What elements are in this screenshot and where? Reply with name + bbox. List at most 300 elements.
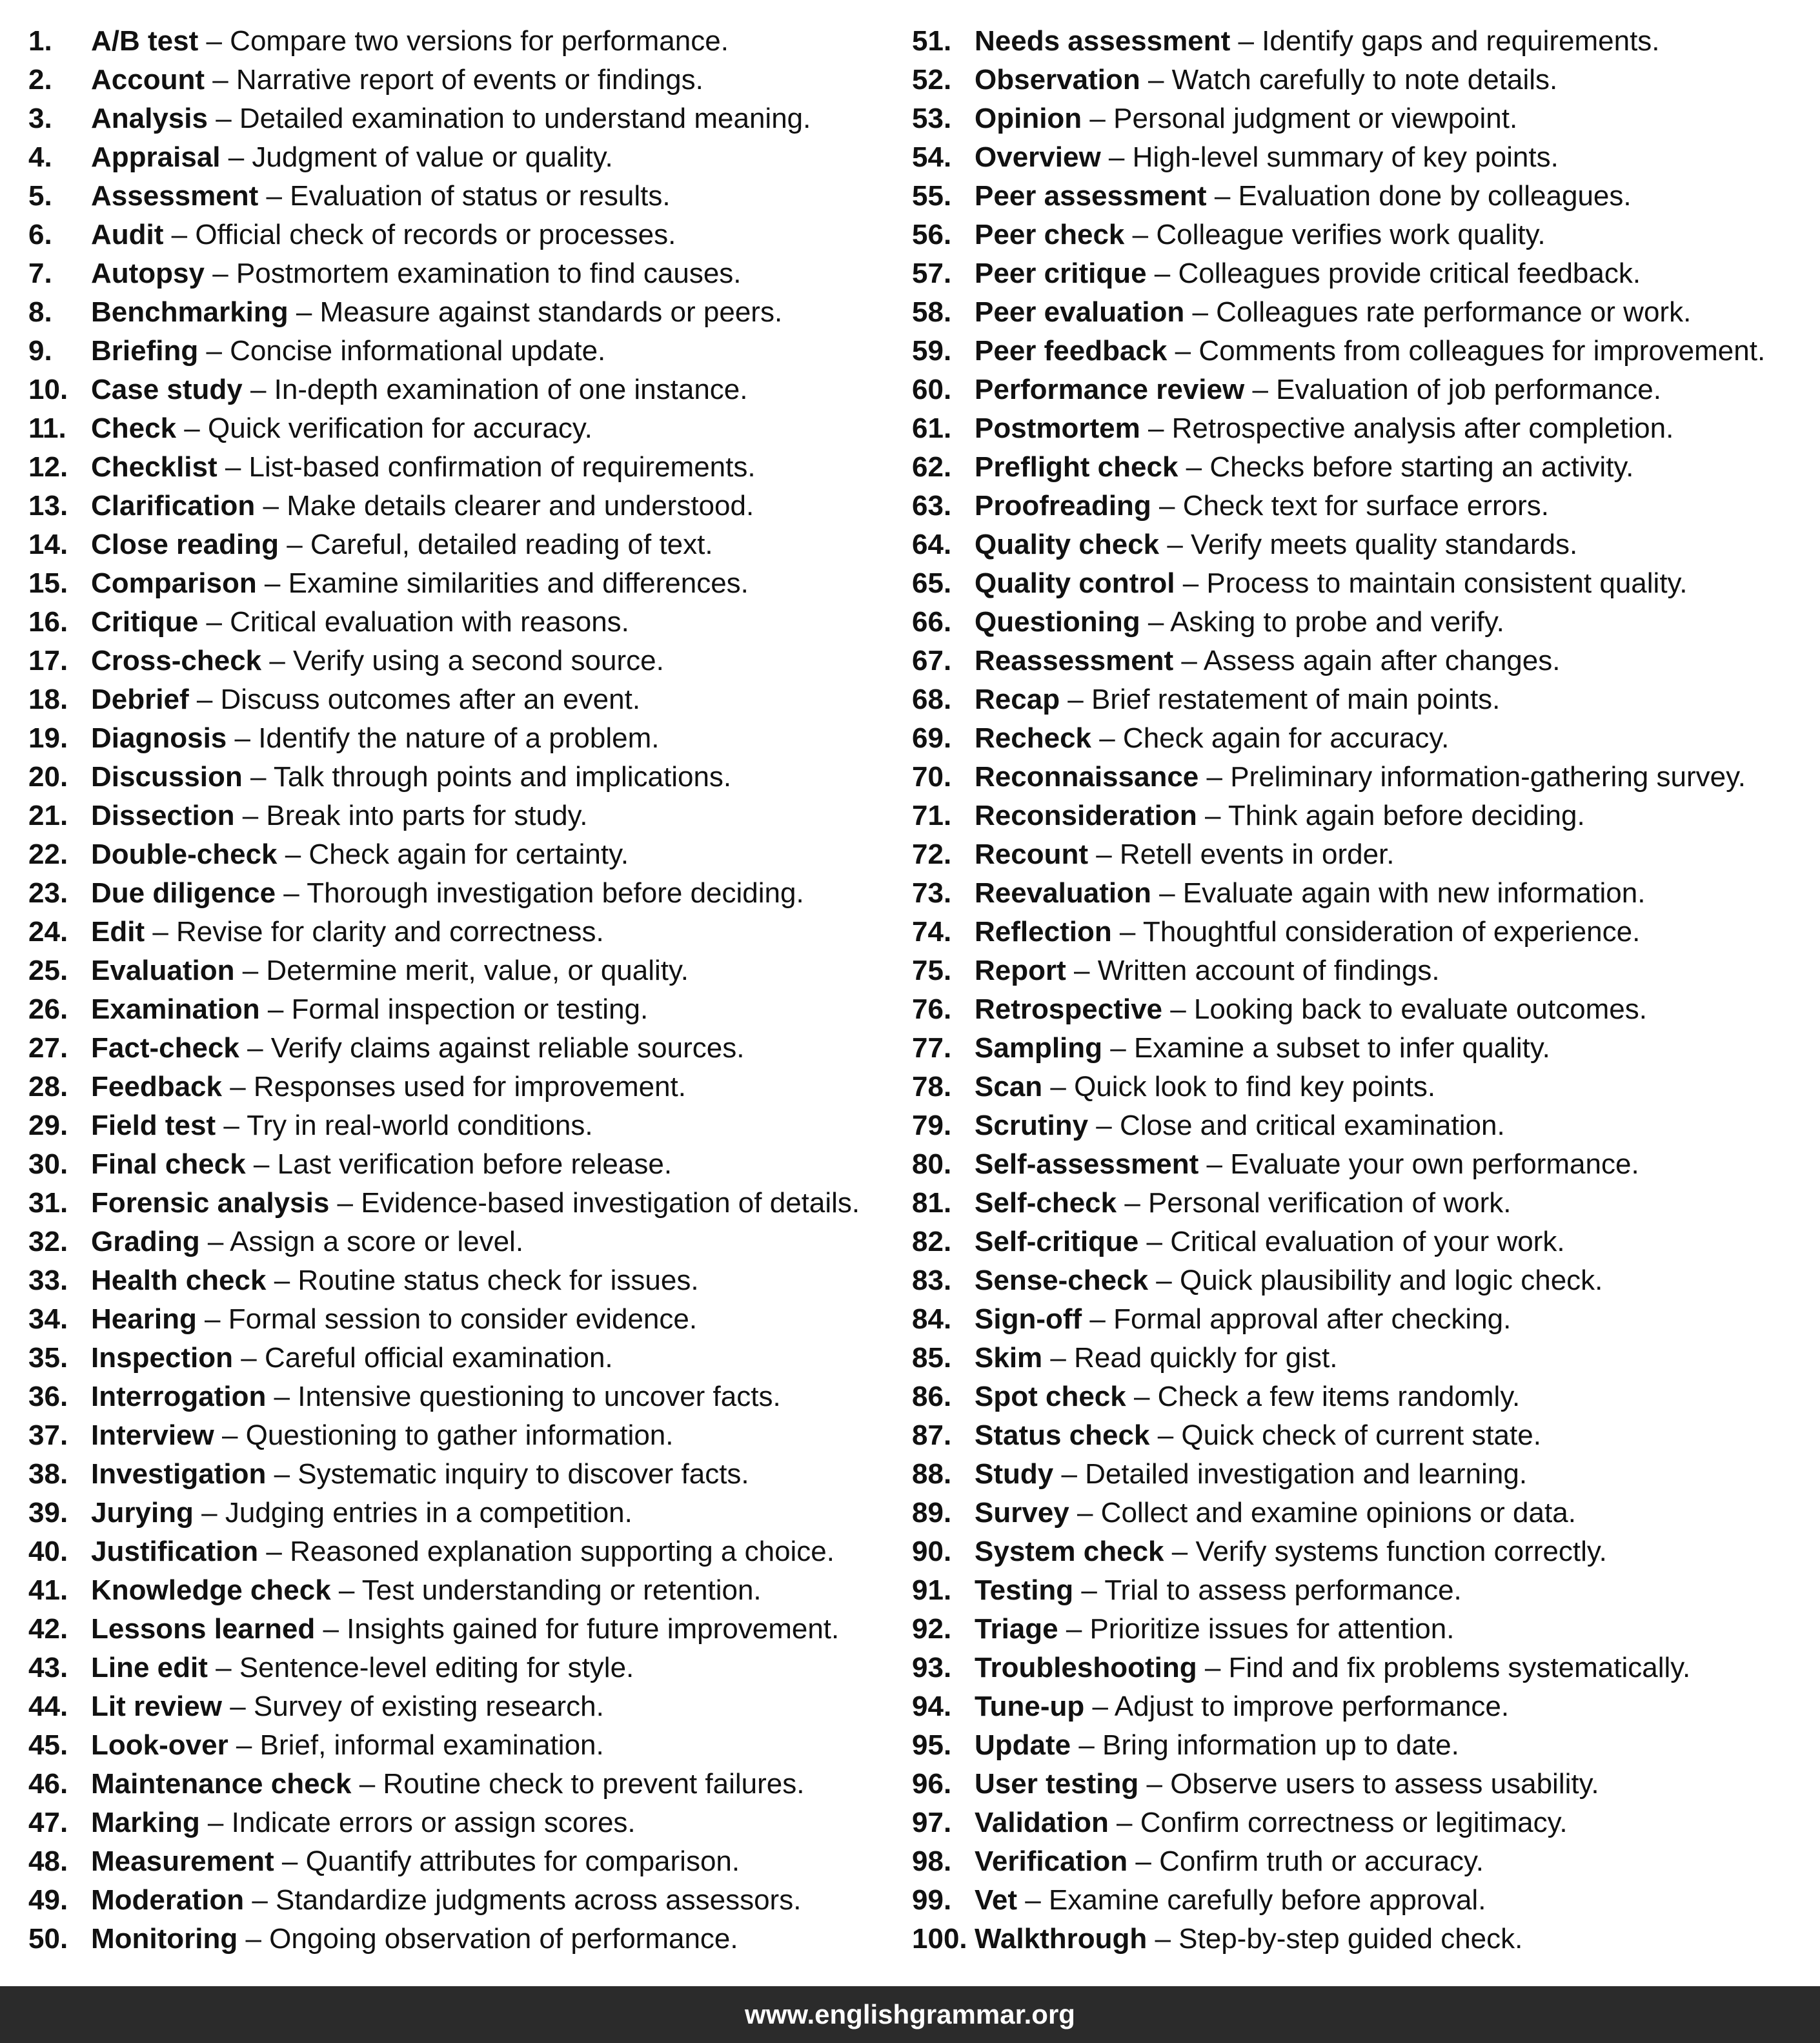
item-definition: – Judgment of value or quality. bbox=[220, 141, 613, 173]
item-definition: – Confirm correctness or legitimacy. bbox=[1108, 1807, 1568, 1838]
item-number: 61. bbox=[912, 412, 952, 444]
item-definition: – High-level summary of key points. bbox=[1100, 141, 1559, 173]
item-term: Field test bbox=[91, 1110, 216, 1141]
item-term: Evaluation bbox=[91, 955, 235, 986]
item-number: 94. bbox=[912, 1691, 952, 1722]
item-entry bbox=[975, 217, 1546, 253]
item-term: Hearing bbox=[91, 1303, 197, 1335]
item-definition: – Evidence-based investigation of details. bbox=[329, 1187, 860, 1219]
item-number: 54. bbox=[912, 141, 952, 173]
item-definition: – Watch carefully to note details. bbox=[1140, 64, 1558, 96]
item-definition: – Identify the nature of a problem. bbox=[227, 722, 660, 754]
item-term: Recount bbox=[975, 839, 1088, 870]
item-term: Survey bbox=[975, 1497, 1069, 1529]
item-entry bbox=[91, 139, 613, 176]
item-term: Final check bbox=[91, 1148, 246, 1180]
item-entry bbox=[975, 372, 1661, 408]
item-definition: – Careful, detailed reading of text. bbox=[278, 529, 713, 560]
item-term: Double-check bbox=[91, 839, 278, 870]
item-definition: – Last verification before release. bbox=[245, 1148, 672, 1180]
item-definition: – Insights gained for future improvement. bbox=[315, 1613, 840, 1645]
item-term: Quality control bbox=[975, 567, 1175, 599]
item-definition: – Formal approval after checking. bbox=[1082, 1303, 1512, 1335]
item-term: Scrutiny bbox=[975, 1110, 1089, 1141]
item-term: Retrospective bbox=[975, 993, 1163, 1025]
item-entry bbox=[91, 1340, 613, 1376]
item-entry bbox=[975, 837, 1394, 873]
item-definition: – Determine merit, value, or quality. bbox=[234, 955, 689, 986]
item-number: 52. bbox=[912, 64, 952, 96]
item-term: Measurement bbox=[91, 1845, 274, 1877]
item-entry bbox=[91, 1805, 636, 1841]
item-definition: – Examine carefully before approval. bbox=[1017, 1884, 1486, 1916]
item-entry bbox=[975, 1340, 1338, 1376]
item-term: Critique bbox=[91, 606, 199, 638]
item-number: 82. bbox=[912, 1226, 952, 1257]
item-number: 90. bbox=[912, 1536, 952, 1567]
item-term: Recheck bbox=[975, 722, 1092, 754]
item-entry bbox=[91, 1108, 593, 1144]
footer-url[interactable]: www.englishgrammar.org bbox=[745, 1999, 1075, 2029]
item-number: 53. bbox=[912, 103, 952, 134]
item-number: 19. bbox=[28, 722, 68, 754]
item-term: Reevaluation bbox=[975, 877, 1151, 909]
item-definition: – Detailed examination to understand meaning. bbox=[207, 103, 811, 134]
item-entry bbox=[975, 875, 1645, 911]
item-definition: – Colleagues provide critical feedback. bbox=[1146, 258, 1641, 289]
item-definition: – Systematic inquiry to discover facts. bbox=[266, 1458, 749, 1490]
item-entry bbox=[975, 565, 1688, 602]
item-entry bbox=[975, 1456, 1527, 1492]
item-entry bbox=[91, 1263, 699, 1299]
item-number: 29. bbox=[28, 1110, 68, 1141]
item-term: Observation bbox=[975, 64, 1140, 96]
item-entry bbox=[91, 449, 756, 485]
item-definition: – Bring information up to date. bbox=[1071, 1729, 1459, 1761]
item-number: 17. bbox=[28, 645, 68, 676]
item-entry bbox=[91, 720, 659, 757]
item-definition: – Formal inspection or testing. bbox=[259, 993, 649, 1025]
item-term: Knowledge check bbox=[91, 1574, 331, 1606]
item-entry bbox=[975, 1650, 1690, 1686]
item-term: Benchmarking bbox=[91, 296, 288, 328]
item-definition: – Quick plausibility and logic check. bbox=[1148, 1265, 1603, 1296]
item-number: 38. bbox=[28, 1458, 68, 1490]
item-term: Testing bbox=[975, 1574, 1074, 1606]
item-term: Opinion bbox=[975, 103, 1082, 134]
item-entry bbox=[975, 1689, 1509, 1725]
item-term: Verification bbox=[975, 1845, 1128, 1877]
item-entry bbox=[91, 798, 588, 834]
item-number: 8. bbox=[28, 296, 52, 328]
item-number: 35. bbox=[28, 1342, 68, 1374]
item-definition: – Quantify attributes for comparison. bbox=[274, 1845, 740, 1877]
item-entry bbox=[975, 23, 1660, 59]
item-number: 5. bbox=[28, 180, 52, 212]
item-entry bbox=[91, 256, 742, 292]
item-entry bbox=[91, 1844, 740, 1880]
item-number: 64. bbox=[912, 529, 952, 560]
item-term: Needs assessment bbox=[975, 25, 1231, 57]
item-term: Vet bbox=[975, 1884, 1018, 1916]
item-number: 77. bbox=[912, 1032, 952, 1064]
item-term: Spot check bbox=[975, 1381, 1126, 1412]
item-number: 30. bbox=[28, 1148, 68, 1180]
item-number: 15. bbox=[28, 567, 68, 599]
item-entry bbox=[91, 604, 629, 640]
item-entry bbox=[975, 294, 1691, 330]
item-definition: – Verify systems function correctly. bbox=[1164, 1536, 1607, 1567]
item-term: Examination bbox=[91, 993, 260, 1025]
item-number: 24. bbox=[28, 916, 68, 948]
item-number: 3. bbox=[28, 103, 52, 134]
item-number: 12. bbox=[28, 451, 68, 483]
item-entry bbox=[975, 604, 1504, 640]
item-number: 18. bbox=[28, 684, 68, 715]
item-definition: – Critical evaluation of your work. bbox=[1138, 1226, 1565, 1257]
item-entry bbox=[975, 1882, 1486, 1918]
item-term: Self-check bbox=[975, 1187, 1117, 1219]
item-number: 7. bbox=[28, 258, 52, 289]
item-entry bbox=[91, 178, 671, 214]
item-definition: – Reasoned explanation supporting a choice. bbox=[258, 1536, 835, 1567]
item-term: Account bbox=[91, 64, 205, 96]
item-term: Close reading bbox=[91, 529, 279, 560]
item-definition: – Examine a subset to infer quality. bbox=[1102, 1032, 1550, 1064]
item-entry bbox=[91, 488, 754, 524]
item-definition: – Colleagues rate performance or work. bbox=[1184, 296, 1692, 328]
item-definition: – Sentence-level editing for style. bbox=[207, 1652, 634, 1683]
item-definition: – Postmortem examination to find causes. bbox=[205, 258, 742, 289]
item-entry bbox=[91, 1495, 632, 1531]
item-number: 85. bbox=[912, 1342, 952, 1374]
item-number: 92. bbox=[912, 1613, 952, 1645]
item-entry bbox=[91, 1689, 604, 1725]
item-number: 11. bbox=[28, 412, 66, 444]
item-definition: – Step-by-step guided check. bbox=[1147, 1923, 1523, 1955]
item-term: Postmortem bbox=[975, 412, 1140, 444]
item-entry bbox=[91, 101, 811, 137]
item-term: Reflection bbox=[975, 916, 1112, 948]
item-entry bbox=[91, 643, 664, 679]
item-number: 69. bbox=[912, 722, 952, 754]
item-term: Peer check bbox=[975, 219, 1125, 250]
item-entry bbox=[91, 62, 703, 98]
item-term: A/B test bbox=[91, 25, 199, 57]
item-entry bbox=[91, 23, 729, 59]
item-term: Skim bbox=[975, 1342, 1043, 1374]
item-term: Tune-up bbox=[975, 1691, 1085, 1722]
item-entry bbox=[975, 991, 1647, 1028]
item-term: Lit review bbox=[91, 1691, 222, 1722]
item-definition: – Colleague verifies work quality. bbox=[1124, 219, 1546, 250]
item-number: 68. bbox=[912, 684, 952, 715]
item-term: Peer feedback bbox=[975, 335, 1168, 367]
item-term: Moderation bbox=[91, 1884, 245, 1916]
item-number: 13. bbox=[28, 490, 68, 522]
item-entry bbox=[975, 1805, 1568, 1841]
item-definition: – Official check of records or processes. bbox=[163, 219, 676, 250]
item-number: 31. bbox=[28, 1187, 68, 1219]
item-definition: – Verify claims against reliable sources. bbox=[239, 1032, 745, 1064]
item-entry bbox=[975, 1844, 1484, 1880]
item-term: Peer critique bbox=[975, 258, 1147, 289]
item-number: 36. bbox=[28, 1381, 68, 1412]
item-number: 78. bbox=[912, 1071, 952, 1103]
item-definition: – Prioritize issues for attention. bbox=[1058, 1613, 1455, 1645]
item-definition: – Detailed investigation and learning. bbox=[1053, 1458, 1528, 1490]
item-number: 59. bbox=[912, 335, 952, 367]
item-entry bbox=[91, 1727, 604, 1763]
item-entry bbox=[975, 333, 1765, 369]
item-entry bbox=[91, 1379, 781, 1415]
item-definition: – Standardize judgments across assessors. bbox=[244, 1884, 802, 1916]
item-number: 80. bbox=[912, 1148, 952, 1180]
item-term: Case study bbox=[91, 374, 243, 405]
item-definition: – Formal session to consider evidence. bbox=[196, 1303, 698, 1335]
item-definition: – Quick check of current state. bbox=[1149, 1419, 1541, 1451]
item-term: Grading bbox=[91, 1226, 200, 1257]
item-definition: – Confirm truth or accuracy. bbox=[1127, 1845, 1484, 1877]
item-term: Quality check bbox=[975, 529, 1160, 560]
item-number: 95. bbox=[912, 1729, 952, 1761]
item-number: 87. bbox=[912, 1419, 952, 1451]
item-number: 86. bbox=[912, 1381, 952, 1412]
item-number: 37. bbox=[28, 1419, 68, 1451]
item-entry bbox=[91, 1534, 834, 1570]
item-entry bbox=[91, 217, 676, 253]
item-entry bbox=[975, 1766, 1599, 1802]
item-entry bbox=[91, 759, 731, 795]
item-number: 4. bbox=[28, 141, 52, 173]
item-number: 100. bbox=[912, 1923, 967, 1955]
item-entry bbox=[975, 1379, 1520, 1415]
item-term: Analysis bbox=[91, 103, 208, 134]
item-definition: – Observe users to assess usability. bbox=[1138, 1768, 1599, 1800]
item-number: 79. bbox=[912, 1110, 952, 1141]
item-entry bbox=[91, 1030, 744, 1066]
item-definition: – Routine check to prevent failures. bbox=[351, 1768, 805, 1800]
item-term: Report bbox=[975, 955, 1066, 986]
item-number: 47. bbox=[28, 1807, 68, 1838]
footer-bar bbox=[0, 1986, 1820, 2043]
item-entry bbox=[91, 1301, 697, 1337]
item-term: Fact-check bbox=[91, 1032, 239, 1064]
item-entry bbox=[91, 1146, 672, 1183]
item-entry bbox=[975, 1030, 1550, 1066]
item-number: 14. bbox=[28, 529, 68, 560]
item-entry bbox=[91, 1882, 801, 1918]
item-entry bbox=[91, 565, 749, 602]
item-number: 50. bbox=[28, 1923, 68, 1955]
item-term: Forensic analysis bbox=[91, 1187, 330, 1219]
item-entry bbox=[975, 1572, 1462, 1609]
item-number: 55. bbox=[912, 180, 952, 212]
item-term: Reassessment bbox=[975, 645, 1174, 676]
item-entry bbox=[975, 411, 1673, 447]
item-term: Self-critique bbox=[975, 1226, 1139, 1257]
item-entry bbox=[91, 953, 689, 989]
item-number: 40. bbox=[28, 1536, 68, 1567]
item-entry bbox=[91, 1611, 839, 1647]
item-entry bbox=[975, 1418, 1541, 1454]
item-number: 97. bbox=[912, 1807, 952, 1838]
item-number: 26. bbox=[28, 993, 68, 1025]
item-definition: – Checks before starting an activity. bbox=[1178, 451, 1634, 483]
item-definition: – Test understanding or retention. bbox=[330, 1574, 762, 1606]
item-term: Debrief bbox=[91, 684, 189, 715]
item-entry bbox=[975, 1224, 1565, 1260]
item-entry bbox=[91, 1185, 860, 1221]
item-definition: – Personal judgment or viewpoint. bbox=[1082, 103, 1518, 134]
item-definition: – Preliminary information-gathering survey. bbox=[1198, 761, 1746, 793]
item-term: Jurying bbox=[91, 1497, 194, 1529]
item-definition: – Check a few items randomly. bbox=[1126, 1381, 1521, 1412]
item-number: 75. bbox=[912, 955, 952, 986]
item-term: Overview bbox=[975, 141, 1101, 173]
item-definition: – Evaluate again with new information. bbox=[1151, 877, 1646, 909]
item-definition: – Evaluation of status or results. bbox=[258, 180, 671, 212]
item-term: Autopsy bbox=[91, 258, 205, 289]
item-term: Lessons learned bbox=[91, 1613, 316, 1645]
item-term: Investigation bbox=[91, 1458, 267, 1490]
item-definition: – Responses used for improvement. bbox=[221, 1071, 687, 1103]
item-entry bbox=[91, 527, 713, 563]
item-definition: – Check text for surface errors. bbox=[1151, 490, 1550, 522]
item-term: Appraisal bbox=[91, 141, 221, 173]
item-term: Questioning bbox=[975, 606, 1140, 638]
item-number: 34. bbox=[28, 1303, 68, 1335]
item-number: 9. bbox=[28, 335, 52, 367]
item-term: Proofreading bbox=[975, 490, 1151, 522]
item-definition: – Brief, informal examination. bbox=[228, 1729, 604, 1761]
item-number: 39. bbox=[28, 1497, 68, 1529]
item-term: Walkthrough bbox=[975, 1923, 1148, 1955]
item-number: 25. bbox=[28, 955, 68, 986]
item-definition: – Examine similarities and differences. bbox=[256, 567, 749, 599]
item-number: 62. bbox=[912, 451, 952, 483]
item-number: 63. bbox=[912, 490, 952, 522]
item-definition: – Try in real-world conditions. bbox=[216, 1110, 593, 1141]
item-entry bbox=[975, 798, 1585, 834]
item-entry bbox=[91, 1069, 686, 1105]
item-entry bbox=[975, 1263, 1603, 1299]
item-number: 81. bbox=[912, 1187, 952, 1219]
item-number: 33. bbox=[28, 1265, 68, 1296]
item-number: 74. bbox=[912, 916, 952, 948]
item-number: 16. bbox=[28, 606, 68, 638]
item-number: 89. bbox=[912, 1497, 952, 1529]
item-term: Checklist bbox=[91, 451, 217, 483]
item-entry bbox=[975, 682, 1500, 718]
item-entry bbox=[975, 1069, 1435, 1105]
item-number: 44. bbox=[28, 1691, 68, 1722]
item-term: Validation bbox=[975, 1807, 1109, 1838]
item-term: Sign-off bbox=[975, 1303, 1082, 1335]
item-number: 60. bbox=[912, 374, 952, 405]
item-entry bbox=[975, 62, 1557, 98]
item-entry bbox=[975, 1301, 1511, 1337]
item-number: 45. bbox=[28, 1729, 68, 1761]
item-number: 21. bbox=[28, 800, 68, 831]
item-definition: – Read quickly for gist. bbox=[1042, 1342, 1338, 1374]
item-number: 28. bbox=[28, 1071, 68, 1103]
item-entry bbox=[975, 449, 1633, 485]
item-term: Due diligence bbox=[91, 877, 276, 909]
item-definition: – Think again before deciding. bbox=[1197, 800, 1585, 831]
item-number: 2. bbox=[28, 64, 52, 96]
item-term: Briefing bbox=[91, 335, 199, 367]
item-entry bbox=[91, 1572, 762, 1609]
item-term: Diagnosis bbox=[91, 722, 227, 754]
item-definition: – Measure against standards or peers. bbox=[288, 296, 783, 328]
item-definition: – Thoughtful consideration of experience. bbox=[1111, 916, 1641, 948]
item-term: Comparison bbox=[91, 567, 257, 599]
item-term: User testing bbox=[975, 1768, 1139, 1800]
item-number: 20. bbox=[28, 761, 68, 793]
item-number: 84. bbox=[912, 1303, 952, 1335]
item-definition: – Process to maintain consistent quality. bbox=[1175, 567, 1688, 599]
item-definition: – Quick verification for accuracy. bbox=[176, 412, 592, 444]
item-number: 48. bbox=[28, 1845, 68, 1877]
item-entry bbox=[975, 1534, 1607, 1570]
item-entry bbox=[975, 488, 1549, 524]
item-entry bbox=[91, 372, 748, 408]
item-definition: – Routine status check for issues. bbox=[266, 1265, 699, 1296]
item-definition: – Retrospective analysis after completion. bbox=[1140, 412, 1674, 444]
item-term: Status check bbox=[975, 1419, 1150, 1451]
item-entry bbox=[91, 875, 804, 911]
item-term: Troubleshooting bbox=[975, 1652, 1197, 1683]
item-number: 27. bbox=[28, 1032, 68, 1064]
item-number: 49. bbox=[28, 1884, 68, 1916]
item-term: Sampling bbox=[975, 1032, 1103, 1064]
item-entry bbox=[91, 1921, 738, 1957]
item-term: Health check bbox=[91, 1265, 267, 1296]
item-entry bbox=[975, 527, 1577, 563]
item-definition: – Compare two versions for performance. bbox=[198, 25, 729, 57]
item-definition: – Concise informational update. bbox=[198, 335, 606, 367]
item-number: 71. bbox=[912, 800, 952, 831]
item-entry bbox=[975, 1146, 1639, 1183]
item-term: Reconnaissance bbox=[975, 761, 1199, 793]
item-definition: – Indicate errors or assign scores. bbox=[199, 1807, 636, 1838]
item-number: 76. bbox=[912, 993, 952, 1025]
item-term: Interrogation bbox=[91, 1381, 267, 1412]
item-entry bbox=[91, 1456, 749, 1492]
item-entry bbox=[975, 914, 1640, 950]
item-number: 6. bbox=[28, 219, 52, 250]
item-entry bbox=[91, 1766, 804, 1802]
item-term: Feedback bbox=[91, 1071, 222, 1103]
item-term: Check bbox=[91, 412, 177, 444]
item-definition: – Judging entries in a competition. bbox=[193, 1497, 632, 1529]
item-definition: – Discuss outcomes after an event. bbox=[188, 684, 641, 715]
item-term: Update bbox=[975, 1729, 1071, 1761]
item-number: 70. bbox=[912, 761, 952, 793]
item-number: 66. bbox=[912, 606, 952, 638]
item-entry bbox=[975, 720, 1449, 757]
item-definition: – Check again for accuracy. bbox=[1091, 722, 1450, 754]
item-term: Performance review bbox=[975, 374, 1245, 405]
item-number: 1. bbox=[28, 25, 52, 57]
item-number: 41. bbox=[28, 1574, 68, 1606]
item-entry bbox=[91, 837, 629, 873]
item-number: 99. bbox=[912, 1884, 952, 1916]
item-definition: – In-depth examination of one instance. bbox=[242, 374, 748, 405]
item-term: Monitoring bbox=[91, 1923, 238, 1955]
item-definition: – Close and critical examination. bbox=[1088, 1110, 1505, 1141]
